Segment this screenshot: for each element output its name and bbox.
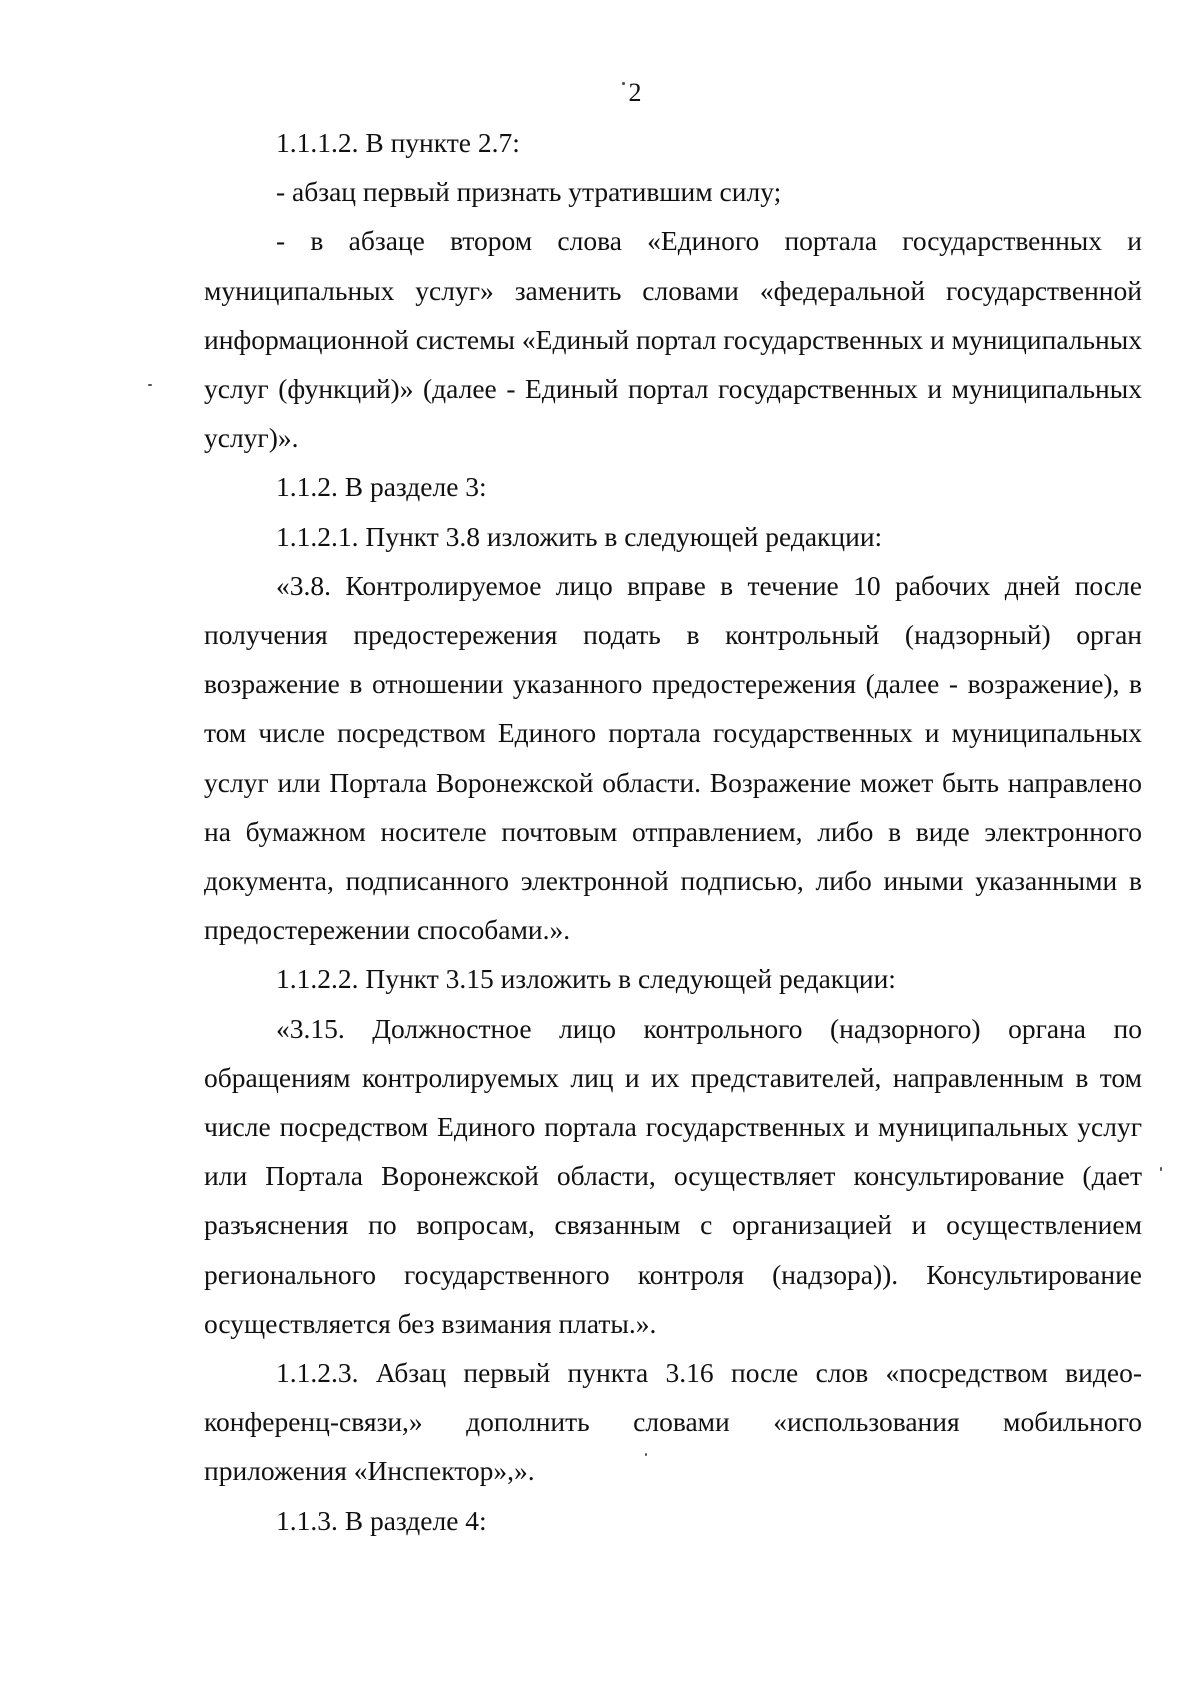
scan-speck — [1160, 1167, 1162, 1171]
paragraph-abzac-vtoroi: - в абзаце втором слова «Единого портала государственных и муниципальных услуг» заменить словами «федеральной государственной информационной системы «Единый портал государственных и муниципальных услуг (функций)» (далее - Единый портал государственных и муниципальных услуг)». — [204, 225, 1142, 454]
paragraph-1-1-2-2-heading: 1.1.2.2. Пункт 3.15 изложить в следующей редакции: — [276, 963, 896, 995]
paragraph-1-1-3-heading: 1.1.3. В разделе 4: — [276, 1504, 487, 1536]
scan-speck — [148, 384, 152, 386]
paragraph-1-1-2-heading: 1.1.2. В разделе 3: — [276, 471, 487, 503]
page-number: 2 — [628, 78, 642, 107]
paragraph-1-1-2-1-heading: 1.1.2.1. Пункт 3.8 изложить в следующей редакции: — [276, 520, 883, 552]
paragraph-punkt-3-8-text: «3.8. Контролируемое лицо вправе в течение 10 рабочих дней после получения предостережения подать в контрольный (надзорный) орган возражение в отношении указанного предостережения (далее - возражение), в том числе посредством Единого портала государственных и муниципальных услуг или Портала Воронежской области. Возражение может быть направлено на бумажном носителе почтовым отправлением, либо в виде электронного документа, подписанного электронной подписью, либо иными указанными в предостережении способами.». — [204, 569, 1142, 946]
paragraph-punkt-3-15-text: «3.15. Должностное лицо контрольного (надзорного) органа по обращениям контролируемых лиц и их представителей, направленным в том числе посредством Единого портала государственных и муниципальных услуг или Портала Воронежской области, осуществляет консультирование (дает разъяснения по вопросам, связанным с организацией и осуществлением регионального государственного контроля (надзора)). Консультирование осуществляется без взимания платы.». — [204, 1012, 1142, 1339]
paragraph-abzac-pervyi: - абзац первый признать утратившим силу; — [276, 176, 782, 208]
paragraph-1-1-2-3-text: 1.1.2.3. Абзац первый пункта 3.16 после слов «посредством видео-конференц-связи,» дополнить словами «использования мобильного приложения «Инспектор»,». — [204, 1357, 1142, 1487]
document-body — [204, 118, 1142, 1545]
paragraph-1-1-1-2-heading: 1.1.1.2. В пункте 2.7: — [276, 127, 520, 158]
